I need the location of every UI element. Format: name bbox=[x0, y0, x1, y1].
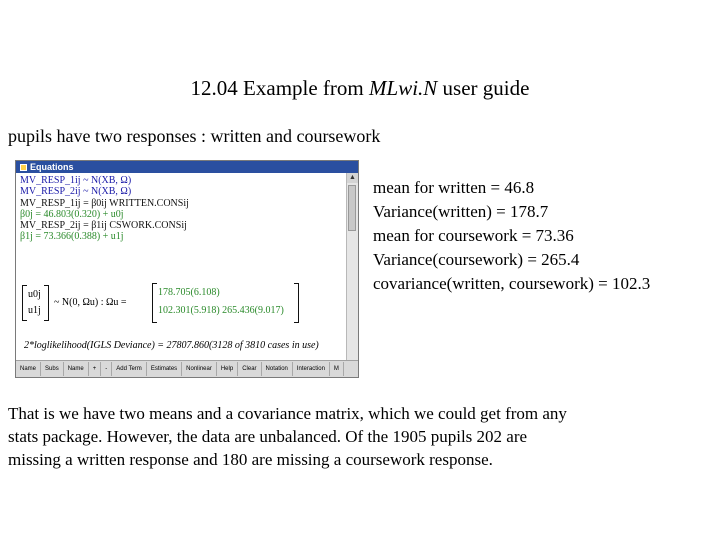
stat-line: Variance(written) = 178.7 bbox=[373, 202, 549, 221]
matrix-bracket-right bbox=[294, 283, 299, 323]
toolbar-button[interactable]: Interaction bbox=[293, 362, 330, 376]
loglikelihood-text: 2*loglikelihood(IGLS Deviance) = 27807.860(3128 of 3810 cases in use) bbox=[24, 340, 319, 351]
equations-window bbox=[15, 160, 359, 378]
title-italic: MLwi.N bbox=[369, 76, 438, 100]
equation-line[interactable]: MV_RESP_1ij = β0ij WRITTEN.CONSij bbox=[20, 197, 189, 209]
toolbar-button[interactable]: Nonlinear bbox=[182, 362, 217, 376]
toolbar-button[interactable]: Notation bbox=[262, 362, 293, 376]
vector-bracket-left bbox=[22, 285, 27, 321]
toolbar-button[interactable]: Name bbox=[64, 362, 89, 376]
scroll-thumb[interactable] bbox=[348, 185, 356, 231]
toolbar-button[interactable]: - bbox=[101, 362, 112, 376]
toolbar-button[interactable]: Name bbox=[16, 362, 41, 376]
matrix-label: ~ N(0, Ωu) : Ωu = bbox=[54, 297, 127, 308]
scroll-up-icon[interactable]: ▲ bbox=[347, 173, 358, 183]
window-title: Equations bbox=[30, 162, 74, 172]
vertical-scrollbar[interactable] bbox=[346, 173, 358, 361]
subtitle: pupils have two responses : written and coursework bbox=[8, 126, 381, 146]
equation-line[interactable]: MV_RESP_2ij = β1ij CSWORK.CONSij bbox=[20, 220, 187, 232]
stat-line: covariance(written, coursework) = 102.3 bbox=[373, 274, 651, 293]
summary-statistics bbox=[373, 176, 650, 296]
equation-line[interactable]: β1j = 73.366(0.388) + u1j bbox=[20, 231, 124, 243]
toolbar-button[interactable]: + bbox=[89, 362, 102, 376]
explanation-paragraph: That is we have two means and a covariance matrix, which we could get from any stats package. However, the data are unbalanced. Of the 1905 pupils 202 are missing a written response and 180 are missing a coursework response. bbox=[8, 404, 567, 469]
vector-u0: u0j bbox=[28, 289, 41, 300]
toolbar-button[interactable]: M bbox=[330, 362, 344, 376]
equation-list bbox=[20, 175, 189, 243]
slide-title: 12.04 Example from MLwi.N user guide bbox=[190, 76, 530, 100]
matrix-row-1[interactable]: 178.705(6.108) bbox=[158, 287, 220, 298]
stat-line: Variance(coursework) = 265.4 bbox=[373, 250, 580, 269]
matrix-bracket-left bbox=[152, 283, 157, 323]
equation-line[interactable]: MV_RESP_1ij ~ N(XB, Ω) bbox=[20, 175, 132, 186]
vector-bracket-right bbox=[44, 285, 49, 321]
window-icon bbox=[20, 164, 27, 171]
toolbar-button[interactable]: Clear bbox=[238, 362, 261, 376]
toolbar-button[interactable]: Estimates bbox=[147, 362, 182, 376]
toolbar-button[interactable]: Subs bbox=[41, 362, 64, 376]
equation-line[interactable]: MV_RESP_2ij ~ N(XB, Ω) bbox=[20, 186, 132, 198]
toolbar-button[interactable]: Help bbox=[217, 362, 238, 376]
equations-toolbar bbox=[16, 360, 358, 377]
matrix-row-2[interactable]: 102.301(5.918) 265.436(9.017) bbox=[158, 305, 284, 316]
window-titlebar bbox=[16, 161, 358, 173]
vector-u1: u1j bbox=[28, 305, 41, 316]
stat-line: mean for written = 46.8 bbox=[373, 178, 535, 197]
equation-line[interactable]: β0j = 46.803(0.320) + u0j bbox=[20, 208, 124, 220]
toolbar-button[interactable]: Add Term bbox=[112, 362, 147, 376]
stat-line: mean for coursework = 73.36 bbox=[373, 226, 574, 245]
